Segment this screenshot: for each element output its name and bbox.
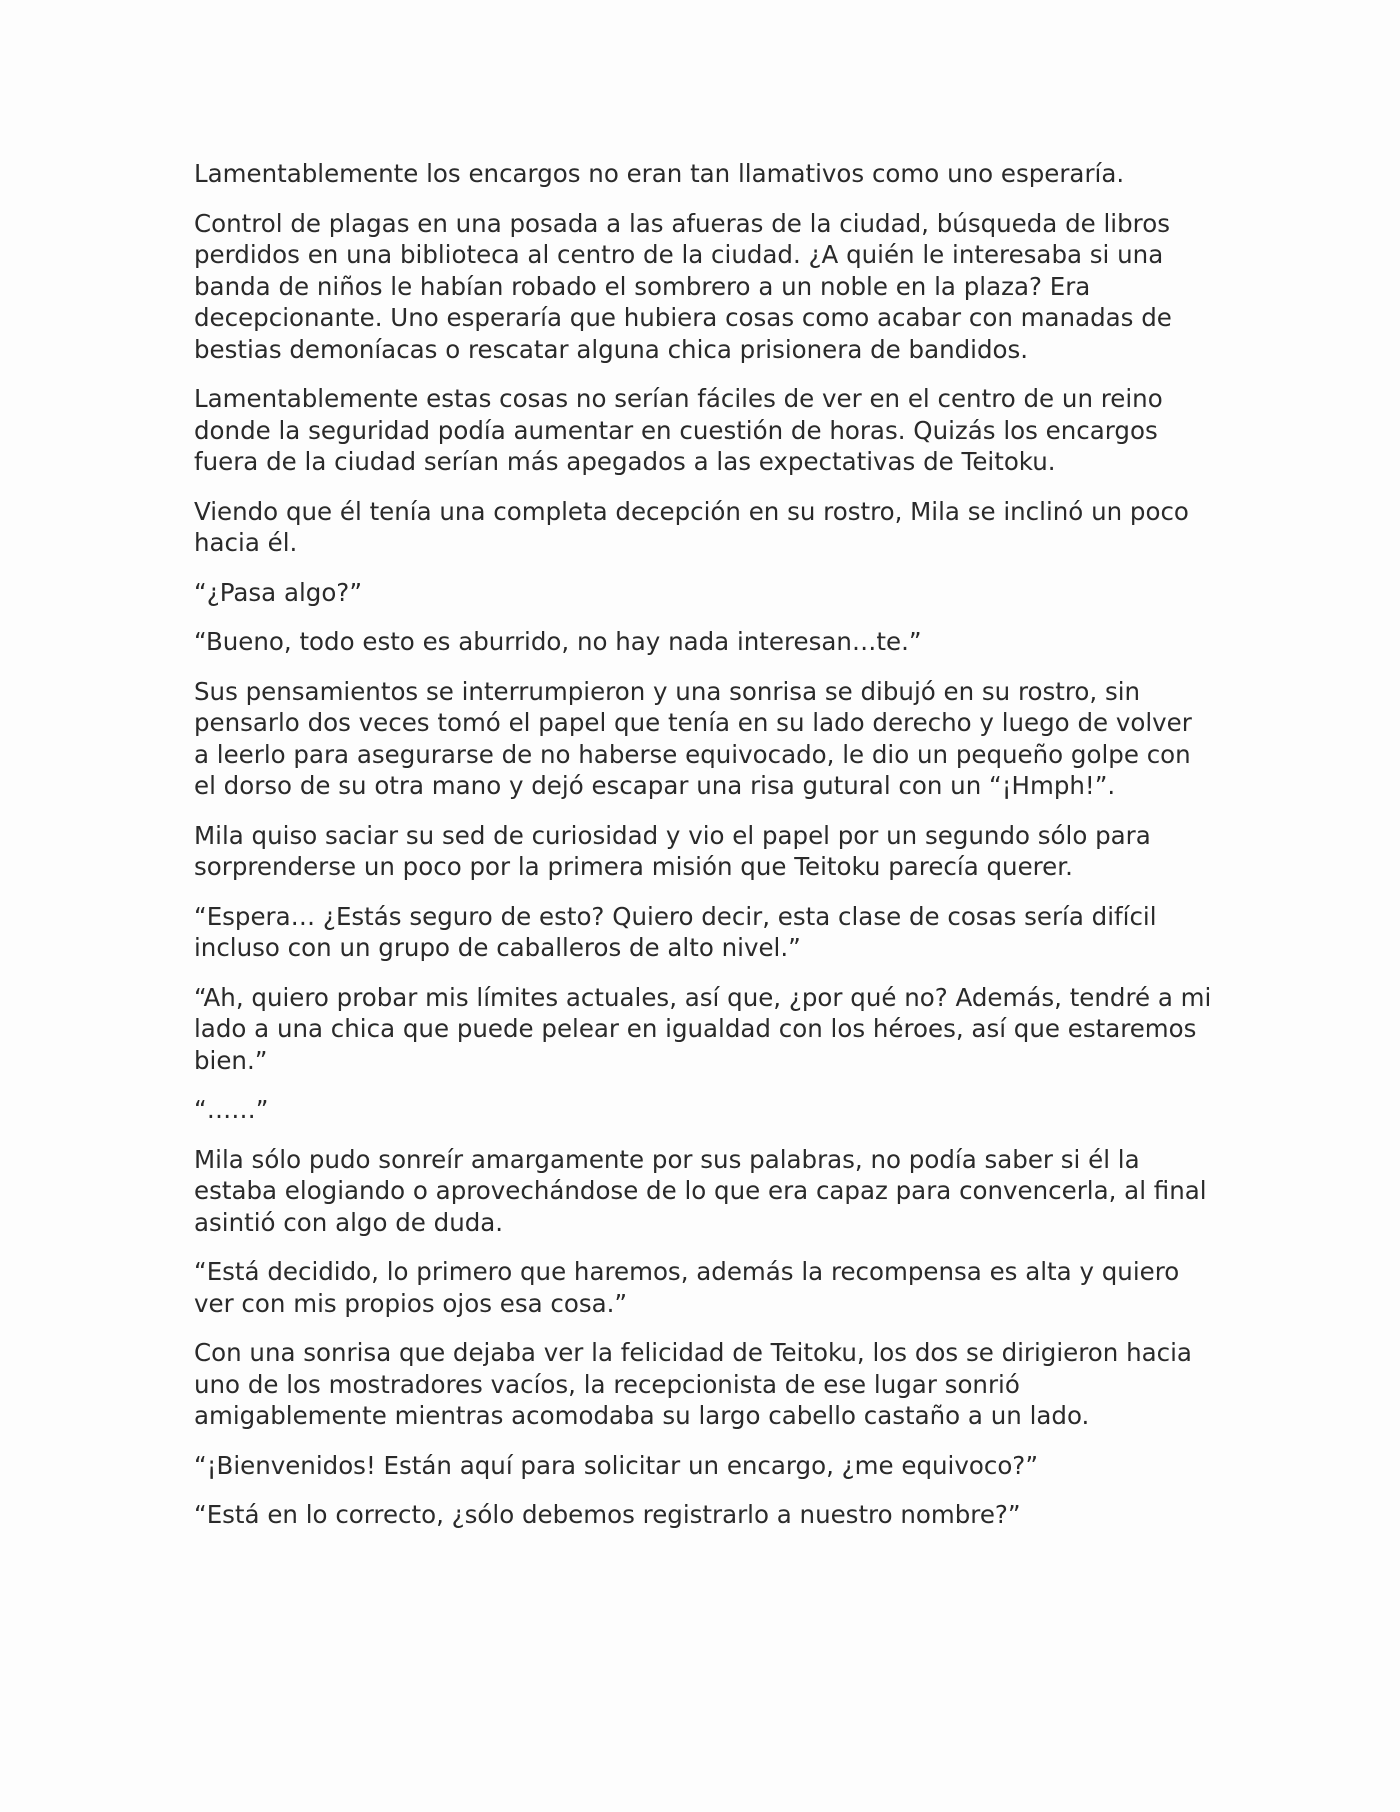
document-body [194, 158, 1214, 1549]
dialogue-line: “Está decidido, lo primero que haremos, además la recompensa es alta y quiero ver con mis propios ojos esa cosa.” [194, 1257, 1180, 1318]
paragraph: Mila quiso saciar su sed de curiosidad y vio el papel por un segundo sólo para sorprenderse un poco por la primera misión que Teitoku parecía querer. [194, 820, 1151, 881]
paragraph: Control de plagas en una posada a las afueras de la ciudad, búsqueda de libros perdidos en una biblioteca al centro de la ciudad. ¿A quién le interesaba si una banda de niños le habían robado el sombrero a un noble en la plaza? Era decepcionante. Uno esperaría que hubiera cosas como acabar con manadas de bestias demoníacas o rescatar alguna chica prisionera de bandidos. [194, 208, 1172, 364]
paragraph: Mila sólo pudo sonreír amargamente por sus palabras, no podía saber si él la estaba elogiando o aprovechándose de lo que era capaz para convencerla, al final asintió con algo de duda. [194, 1144, 1207, 1237]
dialogue-line: “Bueno, todo esto es aburrido, no hay nada interesan…te.” [194, 627, 922, 656]
dialogue-line: “Ah, quiero probar mis límites actuales, así que, ¿por qué no? Además, tendré a mi lado a una chica que puede pelear en igualdad con los héroes, así que estaremos bien.” [194, 982, 1212, 1075]
paragraph: Con una sonrisa que dejaba ver la felicidad de Teitoku, los dos se dirigieron hacia uno de los mostradores vacíos, la recepcionista de ese lugar sonrió amigablemente mientras acomodaba su largo cabello castaño a un lado. [194, 1338, 1192, 1430]
paragraph: Viendo que él tenía una completa decepción en su rostro, Mila se inclinó un poco hacia él. [194, 496, 1189, 557]
paragraph: Lamentablemente los encargos no eran tan llamativos como uno esperaría. [194, 159, 1125, 188]
paragraph: Sus pensamientos se interrumpieron y una sonrisa se dibujó en su rostro, sin pensarlo dos veces tomó el papel que tenía en su lado derecho y luego de volver a leerlo para asegurarse de no haberse equivocado, le dio un pequeño golpe con el dorso de su otra mano y dejó escapar una risa gutural con un “¡Hmph!”. [194, 676, 1192, 800]
dialogue-line: “Espera… ¿Estás seguro de esto? Quiero decir, esta clase de cosas sería difícil incluso con un grupo de caballeros de alto nivel.” [194, 901, 1157, 962]
paragraph: Lamentablemente estas cosas no serían fáciles de ver en el centro de un reino donde la seguridad podía aumentar en cuestión de horas. Quizás los encargos fuera de la ciudad serían más apegados a las expectativas de Teitoku. [194, 384, 1163, 476]
dialogue-line: “……” [194, 1095, 269, 1124]
dialogue-line: “¡Bienvenidos! Están aquí para solicitar un encargo, ¿me equivoco?” [194, 1450, 1039, 1480]
dialogue-line: “Está en lo correcto, ¿sólo debemos registrarlo a nuestro nombre?” [194, 1500, 1021, 1529]
dialogue-line: “¿Pasa algo?” [194, 577, 363, 607]
